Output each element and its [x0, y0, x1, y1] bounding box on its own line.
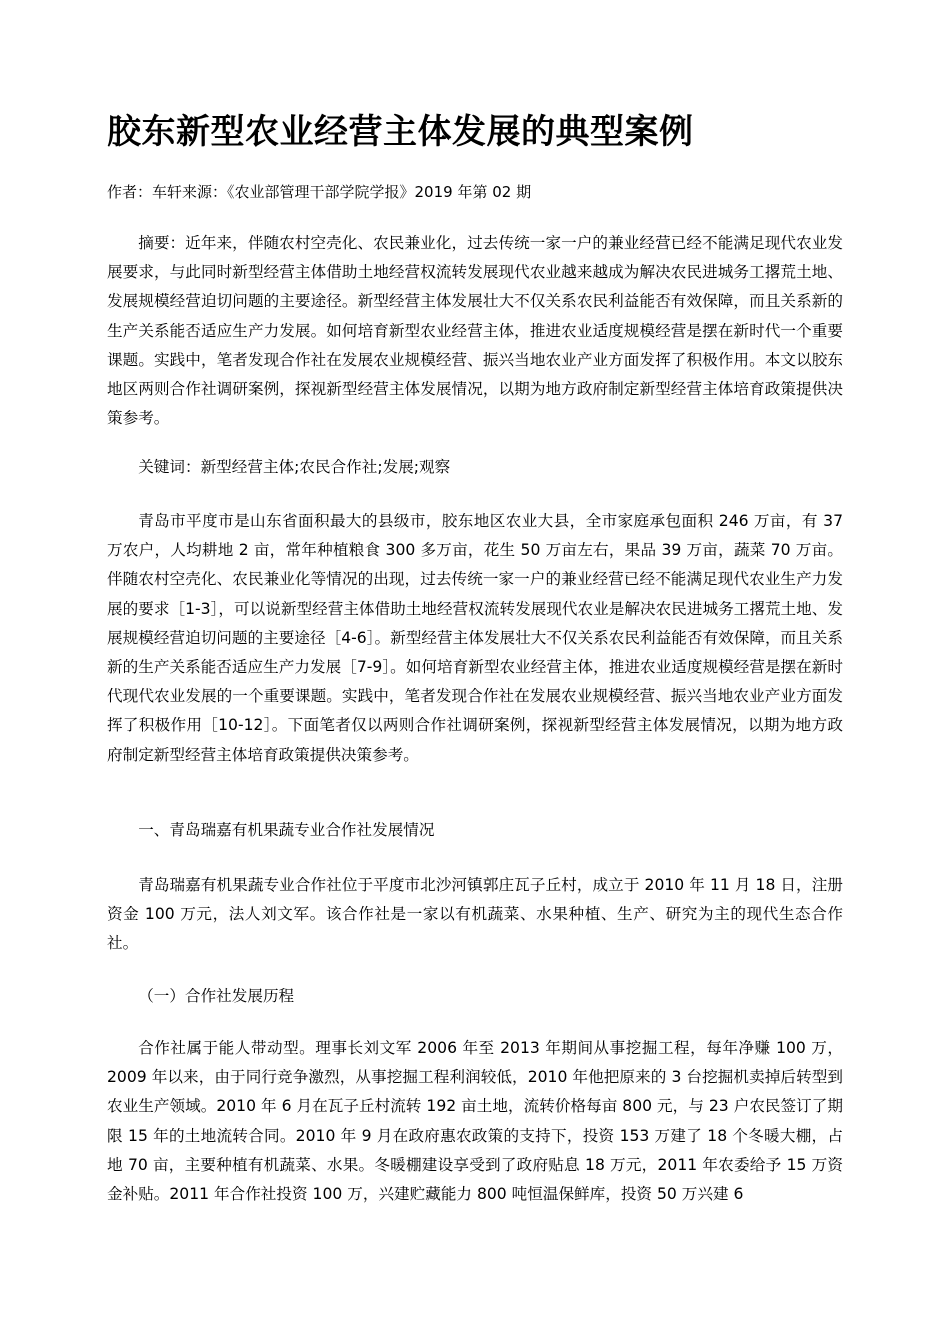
intro-paragraph: 青岛市平度市是山东省面积最大的县级市，胶东地区农业大县，全市家庭承包面积 246 万亩，有 37 万农户，人均耕地 2 亩，常年种植粮食 300 多万亩，花生 50 万亩左右，果品 39 万亩，蔬菜 70 万亩。伴随农村空壳化、农民兼业化等情况的出现，过去传统一家一户的兼业经营已经不能满足现代农业生产力发展的要求［1-3］，可以说新型经营主体借助土地经营权流转发展现代农业是解决农民进城务工撂荒土地、发展规模经营迫切问题的主要途径［4-6］。新型经营主体发展壮大不仅关系农民利益能否有效保障，而且关系新的生产关系能否适应生产力发展［7-9］。如何培育新型农业经营主体，推进农业适度规模经营是摆在新时代现代农业发展的一个重要课题。实践中，笔者发现合作社在发展农业规模经营、振兴当地农业产业方面发挥了积极作用［10-12］。下面笔者仅以两则合作社调研案例，探视新型经营主体发展情况，以期为地方政府制定新型经营主体培育政策提供决策参考。	[107, 512, 843, 764]
abstract-paragraph: 摘要：近年来，伴随农村空壳化、农民兼业化，过去传统一家一户的兼业经营已经不能满足现代农业发展要求，与此同时新型经营主体借助土地经营权流转发展现代农业越来越成为解决农民进城务工撂荒土地、发展规模经营迫切问题的主要途径。新型经营主体发展壮大不仅关系农民利益能否有效保障，而且关系新的生产关系能否适应生产力发展。如何培育新型农业经营主体，推进农业适度规模经营是摆在新时代一个重要课题。实践中，笔者发现合作社在发展农业规模经营、振兴当地农业产业方面发挥了积极作用。本文以胶东地区两则合作社调研案例，探视新型经营主体发展情况，以期为地方政府制定新型经营主体培育政策提供决策参考。	[107, 234, 843, 428]
section-paragraph: 青岛瑞嘉有机果蔬专业合作社位于平度市北沙河镇郭庄瓦子丘村，成立于 2010 年 11 月 18 日，注册资金 100 万元，法人刘文军。该合作社是一家以有机蔬菜、水果种植、生产、研究为主的现代生态合作社。	[107, 876, 843, 953]
section-heading: 一、青岛瑞嘉有机果蔬专业合作社发展情况	[138, 821, 435, 839]
article-title: 胶东新型农业经营主体发展的典型案例	[107, 112, 694, 152]
keywords-paragraph: 关键词：新型经营主体;农民合作社;发展;观察	[138, 458, 451, 476]
subsection-heading: （一）合作社发展历程	[138, 987, 295, 1005]
history-paragraph: 合作社属于能人带动型。理事长刘文军 2006 年至 2013 年期间从事挖掘工程，每年净赚 100 万，2009 年以来，由于同行竞争激烈，从事挖掘工程利润较低，2010 年他把原来的 3 台挖掘机卖掉后转型到农业生产领域。2010 年 6 月在瓦子丘村流转 192 亩土地，流转价格每亩 800 元，与 23 户农民签订了期限 15 年的土地流转合同。2010 年 9 月在政府惠农政策的支持下，投资 153 万建了 18 个冬暖大棚，占地 70 亩，主要种植有机蔬菜、水果。冬暖棚建设享受到了政府贴息 18 万元，2011 年农委给予 15 万资金补贴。2011 年合作社投资 100 万，兴建贮藏能力 800 吨恒温保鲜库，投资 50 万兴建 6	[107, 1039, 843, 1204]
article-meta: 作者：车轩来源：《农业部管理干部学院学报》2019 年第 02 期	[107, 183, 532, 201]
